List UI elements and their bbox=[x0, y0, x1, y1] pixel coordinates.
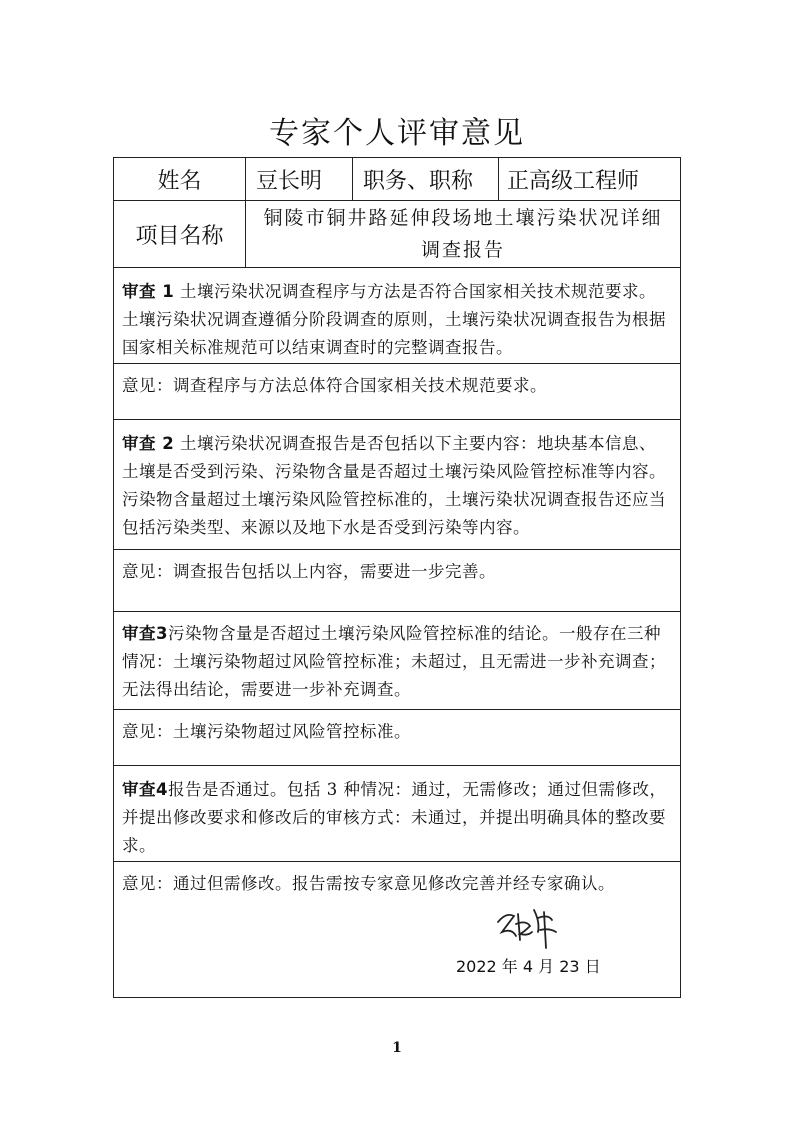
project-label: 项目名称 bbox=[114, 201, 246, 267]
handwritten-signature bbox=[494, 902, 564, 952]
review-2-text bbox=[122, 430, 672, 542]
review-2-label: 审查 2 bbox=[122, 434, 175, 453]
review-form-table bbox=[113, 157, 681, 998]
review-2-row bbox=[114, 420, 680, 550]
review-1-body: 土壤污染状况调查程序与方法是否符合国家相关技术规范要求。土壤污染状况调查遵循分阶段调查的原则，土壤污染状况调查报告为根据国家相关标准规范可以结束调查时的完整调查报告。 bbox=[122, 282, 666, 357]
position-value: 正高级工程师 bbox=[507, 168, 640, 194]
review-4-label: 审查4 bbox=[122, 780, 168, 799]
review-2-body: 土壤污染状况调查报告是否包括以下主要内容：地块基本信息、土壤是否受到污染、污染物含量是否超过土壤污染风险管控标准等内容。污染物含量超过土壤污染风险管控标准的，土壤污染状况调查报告还应当包括污染类型、来源以及地下水是否受到污染等内容。 bbox=[122, 434, 666, 537]
project-row bbox=[114, 201, 680, 268]
review-date: 2022 年 4 月 23 日 bbox=[456, 957, 601, 976]
project-value: 铜陵市铜井路延伸段场地土壤污染状况详细调查报告 bbox=[263, 207, 663, 261]
position-label: 职务、职称 bbox=[353, 158, 499, 200]
opinion-3: 意见：土壤污染物超过风险管控标准。 bbox=[122, 722, 411, 741]
review-4-row bbox=[114, 766, 680, 862]
opinion-4: 意见：通过但需修改。报告需按专家意见修改完善并经专家确认。 bbox=[122, 874, 615, 893]
project-value-cell bbox=[246, 201, 680, 267]
review-3-label: 审查3 bbox=[122, 624, 168, 643]
opinion-3-row bbox=[114, 710, 680, 766]
opinion-1: 意见：调查程序与方法总体符合国家相关技术规范要求。 bbox=[122, 376, 547, 395]
page-number: 1 bbox=[392, 1040, 402, 1056]
review-4-body: 报告是否通过。包括 3 种情况：通过，无需修改；通过但需修改，并提出修改要求和修改后的审核方式：未通过，并提出明确具体的整改要求。 bbox=[122, 780, 667, 855]
name-value: 豆长明 bbox=[246, 158, 353, 200]
opinion-1-row bbox=[114, 364, 680, 420]
opinion-2-row bbox=[114, 550, 680, 612]
review-4-text bbox=[122, 776, 672, 860]
review-3-body: 污染物含量是否超过土壤污染风险管控标准的结论。一般存在三种情况：土壤污染物超过风险管控标准；未超过，且无需进一步补充调查；无法得出结论，需要进一步补充调查。 bbox=[122, 624, 666, 699]
opinion-4-row bbox=[114, 862, 680, 997]
review-1-text bbox=[122, 278, 672, 362]
name-label: 姓名 bbox=[114, 158, 246, 200]
opinion-2: 意见：调查报告包括以上内容，需要进一步完善。 bbox=[122, 562, 496, 581]
page-title: 专家个人评审意见 bbox=[269, 116, 525, 151]
header-row bbox=[114, 158, 680, 201]
review-3-text bbox=[122, 620, 672, 704]
review-1-label: 审查 1 bbox=[122, 282, 175, 301]
review-3-row bbox=[114, 612, 680, 710]
review-1-row bbox=[114, 268, 680, 364]
